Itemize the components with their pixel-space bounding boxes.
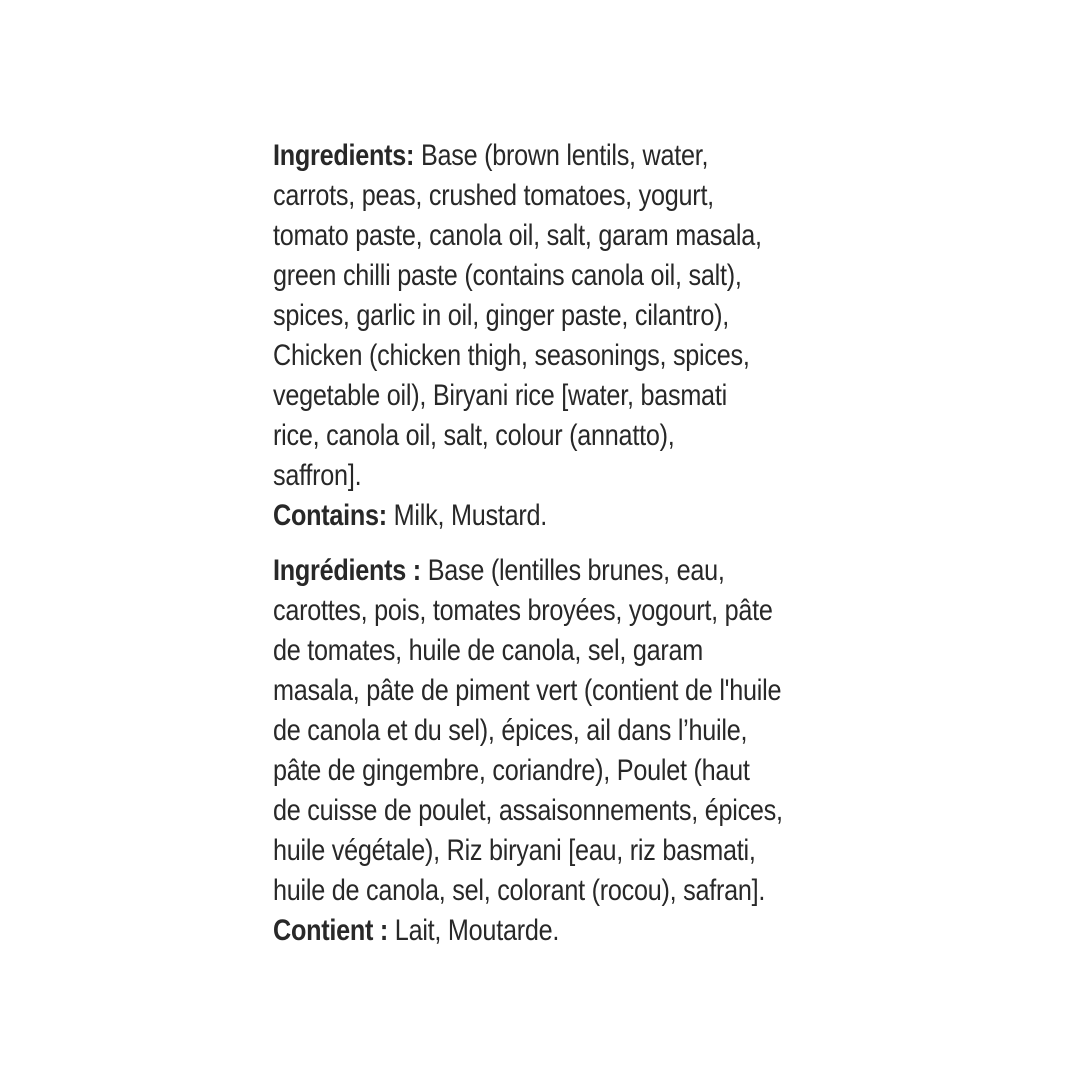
text-line <box>273 871 783 911</box>
line-text: Chicken (chicken thigh, seasonings, spices, <box>273 339 750 372</box>
text-line <box>273 591 783 631</box>
line-text: green chilli paste (contains canola oil, salt), <box>273 259 742 292</box>
text-line <box>273 296 783 336</box>
contains-heading-fr: Contient : <box>273 914 389 947</box>
line-text: de cuisse de poulet, assaisonnements, épices, <box>273 794 783 827</box>
text-line <box>273 256 783 296</box>
text-line <box>273 911 783 951</box>
line-text: rice, canola oil, salt, colour (annatto), <box>273 419 675 452</box>
text-line <box>273 136 783 176</box>
line-text: Base (brown lentils, water, <box>414 139 709 172</box>
line-text: huile végétale), Riz biryani [eau, riz basmati, <box>273 834 756 867</box>
ingredients-french-paragraph <box>273 551 783 951</box>
line-text: masala, pâte de piment vert (contient de l'huile <box>273 674 782 707</box>
ingredients-label <box>273 136 880 951</box>
text-line <box>273 176 783 216</box>
line-text: Milk, Mustard. <box>386 499 547 532</box>
ingredients-english-paragraph <box>273 136 783 536</box>
text-line <box>273 751 783 791</box>
text-line <box>273 416 783 456</box>
text-line <box>273 831 783 871</box>
line-text: Lait, Moutarde. <box>388 914 560 947</box>
line-text: huile de canola, sel, colorant (rocou), safran]. <box>273 874 766 907</box>
line-text: de tomates, huile de canola, sel, garam <box>273 634 704 667</box>
line-text: pâte de gingembre, coriandre), Poulet (haut <box>273 754 750 787</box>
line-text: carrots, peas, crushed tomatoes, yogurt, <box>273 179 714 212</box>
text-line <box>273 376 783 416</box>
text-line <box>273 336 783 376</box>
ingredients-heading-fr: Ingrédients : <box>273 554 421 587</box>
line-text: vegetable oil), Biryani rice [water, basmati <box>273 379 727 412</box>
line-text: de canola et du sel), épices, ail dans l’huile, <box>273 714 748 747</box>
text-line <box>273 216 783 256</box>
line-text: tomato paste, canola oil, salt, garam masala, <box>273 219 762 252</box>
contains-heading: Contains: <box>273 499 387 532</box>
text-line <box>273 551 783 591</box>
text-line <box>273 791 783 831</box>
text-line <box>273 711 783 751</box>
line-text: Base (lentilles brunes, eau, <box>420 554 725 587</box>
line-text: spices, garlic in oil, ginger paste, cilantro), <box>273 299 729 332</box>
label-text <box>273 136 783 951</box>
text-line <box>273 631 783 671</box>
ingredients-heading: Ingredients: <box>273 139 415 172</box>
line-text: saffron]. <box>273 459 362 492</box>
text-line <box>273 496 783 536</box>
text-line <box>273 456 783 496</box>
text-line <box>273 671 783 711</box>
line-text: carottes, pois, tomates broyées, yogourt, pâte <box>273 594 773 627</box>
